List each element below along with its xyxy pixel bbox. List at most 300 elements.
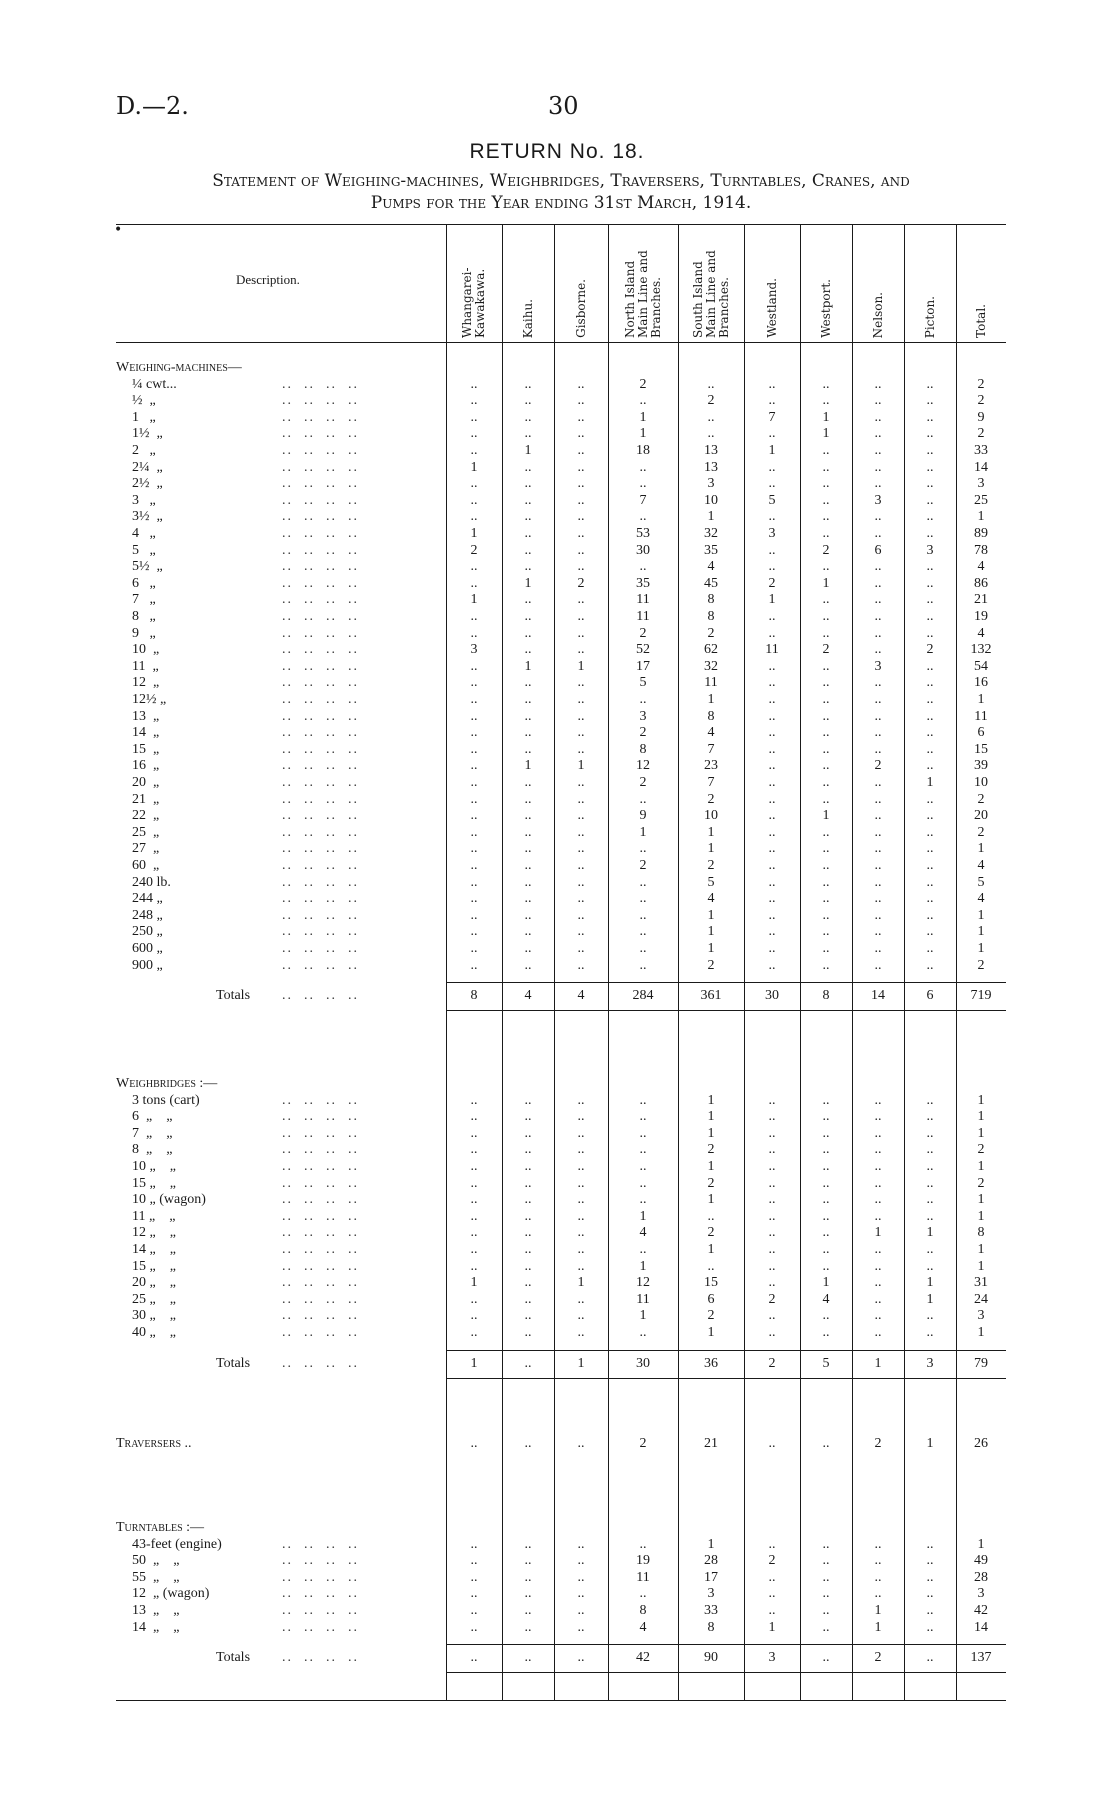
cell-westland: .. xyxy=(768,1093,776,1108)
cell-north-island-main-line-and-branches: .. xyxy=(639,792,647,807)
cell-picton: .. xyxy=(926,858,934,873)
cell-picton: .. xyxy=(926,509,934,524)
cell-kaihu: .. xyxy=(524,377,532,392)
cell-south-island-main-line-and-branches: 2 xyxy=(707,958,715,973)
cell-south-island-main-line-and-branches: 2 xyxy=(707,792,715,807)
cell-kaihu: .. xyxy=(524,1325,532,1340)
cell-westport: .. xyxy=(822,1650,830,1665)
cell-south-island-main-line-and-branches: 28 xyxy=(704,1553,718,1568)
table-row xyxy=(0,1292,1114,1309)
cell-north-island-main-line-and-branches: .. xyxy=(639,1142,647,1157)
bullet-mark: • xyxy=(114,222,123,238)
cell-picton: .. xyxy=(926,443,934,458)
cell-whangarei-kawakawa: .. xyxy=(470,1570,478,1585)
cell-gisborne: .. xyxy=(577,626,585,641)
cell-westport: 5 xyxy=(822,1356,830,1371)
cell-picton: .. xyxy=(926,1192,934,1207)
cell-westland: .. xyxy=(768,1192,776,1207)
cell-south-island-main-line-and-branches: 32 xyxy=(704,526,718,541)
leader-dots: .. .. .. .. xyxy=(282,1093,359,1108)
cell-kaihu: .. xyxy=(524,924,532,939)
cell-gisborne: .. xyxy=(577,1126,585,1141)
cell-total: 1 xyxy=(977,1192,985,1207)
cell-picton: .. xyxy=(926,675,934,690)
cell-westport: .. xyxy=(822,626,830,641)
cell-westport: .. xyxy=(822,891,830,906)
cell-kaihu: .. xyxy=(524,476,532,491)
cell-south-island-main-line-and-branches: 3 xyxy=(707,476,715,491)
cell-south-island-main-line-and-branches: 2 xyxy=(707,393,715,408)
table-row xyxy=(0,426,1114,443)
cell-westland: 2 xyxy=(768,576,776,591)
cell-westport: .. xyxy=(822,1259,830,1274)
cell-north-island-main-line-and-branches: .. xyxy=(639,460,647,475)
description-header: Description. xyxy=(236,272,300,287)
cell-westport: .. xyxy=(822,924,830,939)
cell-south-island-main-line-and-branches: 13 xyxy=(704,460,718,475)
cell-westport: .. xyxy=(822,1142,830,1157)
cell-kaihu: .. xyxy=(524,792,532,807)
cell-total: 78 xyxy=(974,543,988,558)
cell-westland: .. xyxy=(768,476,776,491)
leader-dots: .. .. .. .. xyxy=(282,1325,359,1340)
cell-kaihu: .. xyxy=(524,775,532,790)
row-label: 2 „ xyxy=(132,443,156,458)
cell-total: 1 xyxy=(977,1126,985,1141)
column-header-label: Westport. xyxy=(818,279,833,338)
cell-gisborne: .. xyxy=(577,426,585,441)
leader-dots: .. .. .. .. xyxy=(282,1242,359,1257)
row-label: 248 „ xyxy=(132,908,163,923)
cell-north-island-main-line-and-branches: .. xyxy=(639,875,647,890)
cell-nelson: .. xyxy=(874,808,882,823)
cell-nelson: .. xyxy=(874,1325,882,1340)
cell-nelson: .. xyxy=(874,410,882,425)
table-row xyxy=(0,576,1114,593)
cell-kaihu: .. xyxy=(524,908,532,923)
cell-nelson: .. xyxy=(874,377,882,392)
cell-total: 4 xyxy=(977,891,985,906)
cell-nelson: .. xyxy=(874,443,882,458)
cell-kaihu: .. xyxy=(524,493,532,508)
cell-westland: .. xyxy=(768,1176,776,1191)
cell-kaihu: .. xyxy=(524,1308,532,1323)
cell-westland: .. xyxy=(768,875,776,890)
cell-north-island-main-line-and-branches: .. xyxy=(639,692,647,707)
totals-label: Totals xyxy=(216,1650,251,1665)
table-row xyxy=(0,609,1114,626)
cell-gisborne: .. xyxy=(577,642,585,657)
cell-south-island-main-line-and-branches: 8 xyxy=(707,709,715,724)
leader-dots: .. .. .. .. xyxy=(282,609,359,624)
leader-dots: .. .. .. .. xyxy=(282,692,359,707)
cell-gisborne: .. xyxy=(577,543,585,558)
cell-north-island-main-line-and-branches: 12 xyxy=(636,758,650,773)
cell-north-island-main-line-and-branches: .. xyxy=(639,1126,647,1141)
row-label: ¼ cwt... xyxy=(132,377,177,392)
cell-whangarei-kawakawa: .. xyxy=(470,493,478,508)
cell-south-island-main-line-and-branches: 7 xyxy=(707,775,715,790)
cell-gisborne: .. xyxy=(577,875,585,890)
cell-westport: .. xyxy=(822,592,830,607)
table-row xyxy=(0,775,1114,792)
cell-westport: .. xyxy=(822,758,830,773)
cell-nelson: 2 xyxy=(874,758,882,773)
cell-gisborne: .. xyxy=(577,1209,585,1224)
cell-kaihu: .. xyxy=(524,808,532,823)
row-label: 3 tons (cart) xyxy=(132,1093,200,1108)
leader-dots: .. .. .. .. xyxy=(282,443,359,458)
cell-kaihu: .. xyxy=(524,642,532,657)
cell-total: 42 xyxy=(974,1603,988,1618)
cell-north-island-main-line-and-branches: .. xyxy=(639,1537,647,1552)
cell-nelson: .. xyxy=(874,1109,882,1124)
cell-gisborne: 1 xyxy=(577,758,585,773)
cell-whangarei-kawakawa: .. xyxy=(470,1436,478,1451)
cell-westport: .. xyxy=(822,825,830,840)
cell-kaihu: .. xyxy=(524,1292,532,1307)
cell-north-island-main-line-and-branches: 53 xyxy=(636,526,650,541)
cell-south-island-main-line-and-branches: 6 xyxy=(707,1292,715,1307)
cell-westland: .. xyxy=(768,941,776,956)
row-label: 60 „ xyxy=(132,858,160,873)
statement-line-2: Pumps for the Year ending 31st March, 1914. xyxy=(370,193,752,213)
leader-dots: .. .. .. .. xyxy=(282,493,359,508)
cell-westport: .. xyxy=(822,908,830,923)
cell-whangarei-kawakawa: .. xyxy=(470,559,478,574)
cell-total: 1 xyxy=(977,1093,985,1108)
row-label: 5½ „ xyxy=(132,559,163,574)
cell-westport: .. xyxy=(822,1553,830,1568)
cell-north-island-main-line-and-branches: 284 xyxy=(632,988,654,1003)
cell-total: 2 xyxy=(977,792,985,807)
cell-westport: .. xyxy=(822,1176,830,1191)
cell-kaihu: .. xyxy=(524,393,532,408)
cell-nelson: .. xyxy=(874,725,882,740)
cell-picton: .. xyxy=(926,891,934,906)
leader-dots: .. .. .. .. xyxy=(282,908,359,923)
cell-whangarei-kawakawa: .. xyxy=(470,476,478,491)
cell-south-island-main-line-and-branches: 35 xyxy=(704,543,718,558)
leader-dots: .. .. .. .. xyxy=(282,1356,359,1371)
leader-dots: .. .. .. .. xyxy=(282,958,359,973)
cell-south-island-main-line-and-branches: 361 xyxy=(700,988,722,1003)
cell-gisborne: .. xyxy=(577,858,585,873)
leader-dots: .. .. .. .. xyxy=(282,592,359,607)
cell-kaihu: .. xyxy=(524,426,532,441)
cell-westport: 2 xyxy=(822,642,830,657)
leader-dots: .. .. .. .. xyxy=(282,526,359,541)
cell-westland: .. xyxy=(768,1209,776,1224)
cell-kaihu: .. xyxy=(524,709,532,724)
table-row xyxy=(0,1225,1114,1242)
table-row xyxy=(0,1192,1114,1209)
cell-total: 39 xyxy=(974,758,988,773)
cell-whangarei-kawakawa: .. xyxy=(470,1537,478,1552)
leader-dots: .. .. .. .. xyxy=(282,1570,359,1585)
cell-whangarei-kawakawa: .. xyxy=(470,377,478,392)
cell-north-island-main-line-and-branches: 1 xyxy=(639,426,647,441)
cell-gisborne: .. xyxy=(577,1259,585,1274)
cell-kaihu: .. xyxy=(524,609,532,624)
row-label: 6 „ xyxy=(132,576,156,591)
leader-dots: .. .. .. .. xyxy=(282,709,359,724)
cell-westport: .. xyxy=(822,941,830,956)
cell-gisborne: .. xyxy=(577,725,585,740)
column-header-label: Westland. xyxy=(764,278,779,338)
cell-gisborne: .. xyxy=(577,1192,585,1207)
leader-dots: .. .. .. .. xyxy=(282,808,359,823)
cell-nelson: .. xyxy=(874,775,882,790)
cell-whangarei-kawakawa: .. xyxy=(470,1209,478,1224)
row-label: 30 „ „ xyxy=(132,1308,176,1323)
row-label: 4 „ xyxy=(132,526,156,541)
cell-south-island-main-line-and-branches: 90 xyxy=(704,1650,718,1665)
cell-westland: .. xyxy=(768,709,776,724)
cell-total: 2 xyxy=(977,426,985,441)
cell-total: 24 xyxy=(974,1292,988,1307)
cell-westland: .. xyxy=(768,1570,776,1585)
leader-dots: .. .. .. .. xyxy=(282,1259,359,1274)
row-label: 10 „ xyxy=(132,642,160,657)
cell-gisborne: .. xyxy=(577,1553,585,1568)
cell-whangarei-kawakawa: .. xyxy=(470,1192,478,1207)
cell-total: 14 xyxy=(974,460,988,475)
cell-nelson: .. xyxy=(874,742,882,757)
cell-south-island-main-line-and-branches: 2 xyxy=(707,1142,715,1157)
cell-whangarei-kawakawa: .. xyxy=(470,1159,478,1174)
row-label: 55 „ „ xyxy=(132,1570,180,1585)
cell-picton: .. xyxy=(926,958,934,973)
cell-south-island-main-line-and-branches: 1 xyxy=(707,1093,715,1108)
cell-total: 25 xyxy=(974,493,988,508)
cell-north-island-main-line-and-branches: .. xyxy=(639,958,647,973)
table-row xyxy=(0,377,1114,394)
table-row xyxy=(0,559,1114,576)
row-label: 15 „ xyxy=(132,742,160,757)
cell-westport: .. xyxy=(822,841,830,856)
cell-westland: .. xyxy=(768,1159,776,1174)
cell-kaihu: .. xyxy=(524,875,532,890)
totals-row xyxy=(0,1650,1114,1667)
leader-dots: .. .. .. .. xyxy=(282,891,359,906)
cell-westport: .. xyxy=(822,393,830,408)
cell-south-island-main-line-and-branches: .. xyxy=(707,1259,715,1274)
cell-westport: .. xyxy=(822,725,830,740)
row-label: 250 „ xyxy=(132,924,163,939)
cell-whangarei-kawakawa: .. xyxy=(470,825,478,840)
cell-north-island-main-line-and-branches: 1 xyxy=(639,825,647,840)
cell-gisborne: .. xyxy=(577,1325,585,1340)
cell-total: 33 xyxy=(974,443,988,458)
table-row xyxy=(0,1586,1114,1603)
leader-dots: .. .. .. .. xyxy=(282,792,359,807)
cell-north-island-main-line-and-branches: 35 xyxy=(636,576,650,591)
table-row xyxy=(0,1109,1114,1126)
page-number: 30 xyxy=(548,92,579,120)
cell-north-island-main-line-and-branches: 4 xyxy=(639,1620,647,1635)
section-title: Traversers .. xyxy=(116,1436,192,1451)
cell-picton: 6 xyxy=(926,988,934,1003)
cell-south-island-main-line-and-branches: 33 xyxy=(704,1603,718,1618)
cell-total: 1 xyxy=(977,1209,985,1224)
cell-total: 86 xyxy=(974,576,988,591)
cell-north-island-main-line-and-branches: 8 xyxy=(639,742,647,757)
cell-whangarei-kawakawa: 1 xyxy=(470,1356,478,1371)
cell-north-island-main-line-and-branches: 19 xyxy=(636,1553,650,1568)
cell-kaihu: 1 xyxy=(524,443,532,458)
table-row xyxy=(0,841,1114,858)
cell-gisborne: .. xyxy=(577,1537,585,1552)
cell-nelson: 14 xyxy=(871,988,885,1003)
row-label: 2¼ „ xyxy=(132,460,163,475)
cell-kaihu: .. xyxy=(524,1650,532,1665)
cell-kaihu: .. xyxy=(524,858,532,873)
cell-gisborne: .. xyxy=(577,493,585,508)
cell-whangarei-kawakawa: .. xyxy=(470,924,478,939)
cell-total: 2 xyxy=(977,393,985,408)
cell-north-island-main-line-and-branches: .. xyxy=(639,841,647,856)
cell-total: 79 xyxy=(974,1356,988,1371)
table-row xyxy=(0,958,1114,975)
table-row xyxy=(0,1093,1114,1110)
cell-westland: .. xyxy=(768,775,776,790)
cell-nelson: .. xyxy=(874,858,882,873)
cell-nelson: 1 xyxy=(874,1603,882,1618)
cell-nelson: .. xyxy=(874,1586,882,1601)
table-row xyxy=(0,924,1114,941)
cell-total: 31 xyxy=(974,1275,988,1290)
cell-north-island-main-line-and-branches: 9 xyxy=(639,808,647,823)
cell-total: 8 xyxy=(977,1225,985,1240)
cell-south-island-main-line-and-branches: 2 xyxy=(707,1308,715,1323)
cell-south-island-main-line-and-branches: 2 xyxy=(707,626,715,641)
cell-total: 1 xyxy=(977,924,985,939)
cell-whangarei-kawakawa: .. xyxy=(470,692,478,707)
cell-westland: .. xyxy=(768,1259,776,1274)
table-row xyxy=(0,725,1114,742)
table-row xyxy=(0,592,1114,609)
cell-whangarei-kawakawa: 2 xyxy=(470,543,478,558)
cell-south-island-main-line-and-branches: 32 xyxy=(704,659,718,674)
cell-westport: 1 xyxy=(822,410,830,425)
cell-kaihu: .. xyxy=(524,543,532,558)
cell-south-island-main-line-and-branches: 1 xyxy=(707,692,715,707)
cell-nelson: .. xyxy=(874,1553,882,1568)
cell-westland: 11 xyxy=(765,642,779,657)
table-row xyxy=(0,825,1114,842)
cell-picton: .. xyxy=(926,1325,934,1340)
cell-picton: .. xyxy=(926,659,934,674)
cell-westland: 2 xyxy=(768,1553,776,1568)
table-row xyxy=(0,526,1114,543)
cell-westland: 7 xyxy=(768,410,776,425)
cell-total: 6 xyxy=(977,725,985,740)
cell-westland: .. xyxy=(768,426,776,441)
leader-dots: .. .. .. .. xyxy=(282,476,359,491)
table-row xyxy=(0,808,1114,825)
cell-nelson: .. xyxy=(874,924,882,939)
cell-kaihu: .. xyxy=(524,1159,532,1174)
cell-total: 1 xyxy=(977,1109,985,1124)
cell-north-island-main-line-and-branches: .. xyxy=(639,1242,647,1257)
cell-kaihu: .. xyxy=(524,410,532,425)
cell-picton: .. xyxy=(926,1586,934,1601)
cell-total: 26 xyxy=(974,1436,988,1451)
cell-westport: .. xyxy=(822,1325,830,1340)
cell-nelson: 1 xyxy=(874,1620,882,1635)
row-label: 1 „ xyxy=(132,410,156,425)
table-row xyxy=(0,493,1114,510)
leader-dots: .. .. .. .. xyxy=(282,825,359,840)
cell-nelson: .. xyxy=(874,559,882,574)
cell-gisborne: .. xyxy=(577,958,585,973)
cell-total: 1 xyxy=(977,1242,985,1257)
cell-whangarei-kawakawa: .. xyxy=(470,1650,478,1665)
cell-whangarei-kawakawa: .. xyxy=(470,1586,478,1601)
cell-north-island-main-line-and-branches: 17 xyxy=(636,659,650,674)
cell-whangarei-kawakawa: .. xyxy=(470,775,478,790)
cell-gisborne: .. xyxy=(577,841,585,856)
cell-westland: .. xyxy=(768,841,776,856)
cell-nelson: .. xyxy=(874,825,882,840)
cell-picton: .. xyxy=(926,476,934,491)
leader-dots: .. .. .. .. xyxy=(282,543,359,558)
cell-nelson: 1 xyxy=(874,1356,882,1371)
cell-westland: 2 xyxy=(768,1356,776,1371)
cell-total: 132 xyxy=(970,642,992,657)
cell-whangarei-kawakawa: .. xyxy=(470,1093,478,1108)
cell-picton: 1 xyxy=(926,1292,934,1307)
cell-total: 4 xyxy=(977,626,985,641)
cell-westport: .. xyxy=(822,609,830,624)
cell-westport: .. xyxy=(822,559,830,574)
row-label: 25 „ „ xyxy=(132,1292,176,1307)
cell-total: 54 xyxy=(974,659,988,674)
column-header-label: Kaihu. xyxy=(520,298,535,338)
cell-gisborne: .. xyxy=(577,1093,585,1108)
leader-dots: .. .. .. .. xyxy=(282,377,359,392)
cell-picton: .. xyxy=(926,1242,934,1257)
cell-kaihu: .. xyxy=(524,1225,532,1240)
cell-picton: .. xyxy=(926,1603,934,1618)
cell-north-island-main-line-and-branches: .. xyxy=(639,559,647,574)
row-label: 7 „ xyxy=(132,592,156,607)
leader-dots: .. .. .. .. xyxy=(282,1126,359,1141)
cell-westport: .. xyxy=(822,1109,830,1124)
cell-westport: 1 xyxy=(822,1275,830,1290)
cell-north-island-main-line-and-branches: 42 xyxy=(636,1650,650,1665)
cell-picton: 1 xyxy=(926,1225,934,1240)
leader-dots: .. .. .. .. xyxy=(282,775,359,790)
table-row xyxy=(0,875,1114,892)
cell-westland: .. xyxy=(768,692,776,707)
cell-gisborne: .. xyxy=(577,924,585,939)
cell-south-island-main-line-and-branches: 1 xyxy=(707,1109,715,1124)
cell-kaihu: .. xyxy=(524,742,532,757)
cell-gisborne: .. xyxy=(577,1242,585,1257)
section-title: Turntables :— xyxy=(116,1520,205,1535)
row-label: 2½ „ xyxy=(132,476,163,491)
cell-south-island-main-line-and-branches: 1 xyxy=(707,1242,715,1257)
cell-picton: 1 xyxy=(926,775,934,790)
cell-north-island-main-line-and-branches: 2 xyxy=(639,775,647,790)
table-row xyxy=(0,393,1114,410)
cell-whangarei-kawakawa: .. xyxy=(470,1553,478,1568)
cell-total: 2 xyxy=(977,1176,985,1191)
cell-whangarei-kawakawa: .. xyxy=(470,709,478,724)
cell-gisborne: 4 xyxy=(577,988,585,1003)
